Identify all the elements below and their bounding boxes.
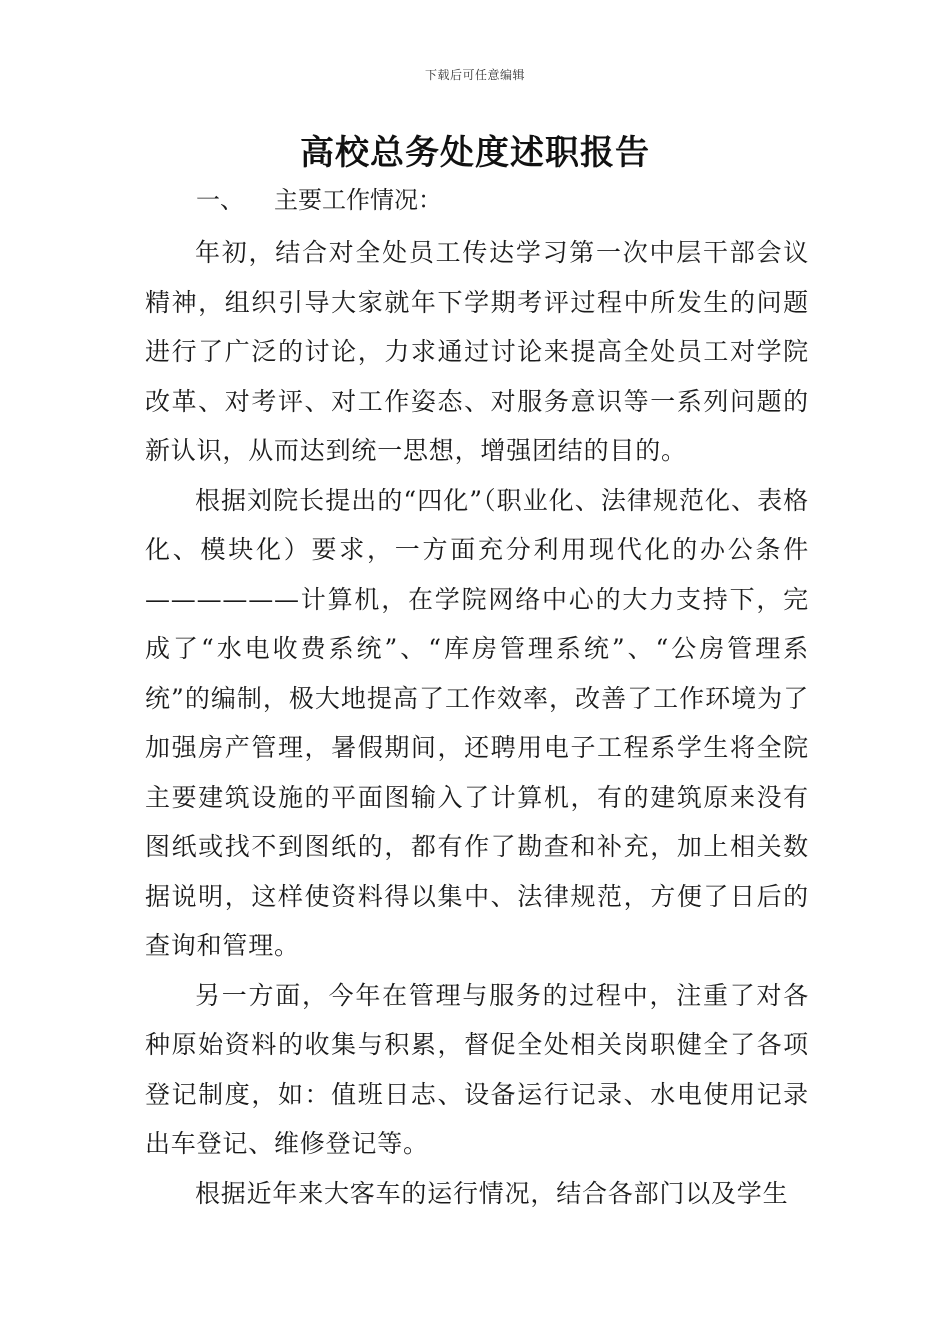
- paragraph: 另一方面，今年在管理与服务的过程中，注重了对各种原始资料的收集与积累，督促全处相关岗职健全了各项登记制度，如：值班日志、设备运行记录、水电使用记录出车登记、维修登记等。: [145, 980, 809, 1158]
- paragraph: 年初，结合对全处员工传达学习第一次中层干部会议精神，组织引导大家就年下学期考评过程中所发生的问题进行了广泛的讨论，力求通过讨论来提高全处员工对学院改革、对考评、对工作姿态、对服务意识等一系列问题的新认识，从而达到统一思想，增强团结的目的。: [145, 238, 809, 465]
- paragraph: 根据刘院长提出的“四化”（职业化、法律规范化、表格化、模块化）要求，一方面充分利用现代化的办公条件——————计算机，在学院网络中心的大力支持下，完成了“水电收费系统”、“库房管理系统”、“公房管理系统”的编制，极大地提高了工作效率，改善了工作环境为了加强房产管理，暑假期间，还聘用电子工程系学生将全院主要建筑设施的平面图输入了计算机，有的建筑原来没有图纸或找不到图纸的，都有作了勘查和补充，加上相关数据说明，这样使资料得以集中、法律规范，方便了日后的查询和管理。: [145, 485, 809, 960]
- header-note: 下载后可任意编辑: [424, 68, 525, 82]
- section-number: 一、: [196, 186, 244, 214]
- section-heading-text: 主要工作情况：: [274, 186, 442, 214]
- section-heading: [196, 182, 442, 218]
- document-title: 高校总务处度述职报告: [300, 133, 650, 173]
- document-body: [145, 228, 809, 1218]
- paragraph: 根据近年来大客车的运行情况，结合各部门以及学生: [195, 1178, 789, 1208]
